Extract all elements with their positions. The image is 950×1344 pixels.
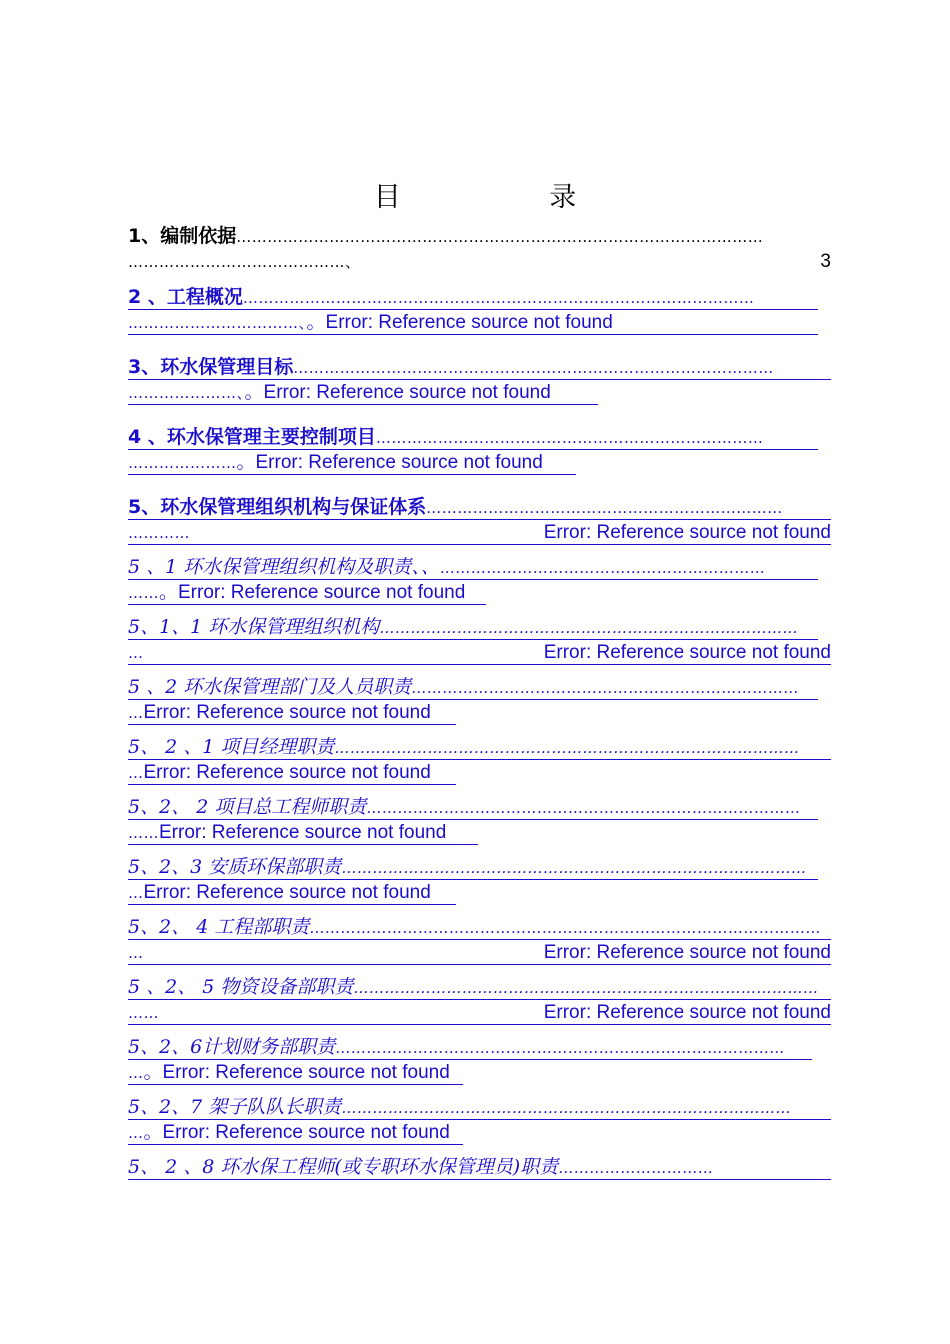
entry-ref-error: Error: Reference source not found bbox=[143, 882, 431, 903]
entry-label: 5 、1 环水保管理组织机构及职责、、 bbox=[128, 556, 440, 578]
toc-entry-5-2-5[interactable] bbox=[128, 975, 831, 1025]
entry-leader-cont: … bbox=[128, 704, 144, 722]
toc-entry-5-2-4[interactable] bbox=[128, 915, 831, 965]
entry-leader-cont: ………… bbox=[128, 524, 190, 542]
entry-ref-error: 。Error: Reference source not found bbox=[236, 452, 543, 473]
toc-entry-5-1[interactable] bbox=[128, 555, 818, 605]
entry-ref-error: Error: Reference source not found bbox=[543, 1002, 831, 1023]
entry-leader-cont: … bbox=[128, 764, 144, 782]
toc-entry-2[interactable] bbox=[128, 285, 818, 335]
entry-ref-error: Error: Reference source not found bbox=[143, 702, 431, 723]
entry-label: 1、编制依据 bbox=[128, 225, 237, 247]
entry-label: 5、2、3 安质环保部职责 bbox=[128, 856, 342, 878]
entry-leader-cont: … bbox=[128, 884, 144, 902]
entry-label: 3、环水保管理目标 bbox=[128, 356, 294, 378]
entry-ref-error: Error: Reference source not found bbox=[543, 942, 831, 963]
entry-leader-cont: … bbox=[128, 1124, 144, 1142]
entry-leader: ……………………………………………………………………………… bbox=[341, 859, 807, 877]
toc-entry-5-2-7[interactable] bbox=[128, 1095, 831, 1145]
entry-ref-error: 。Error: Reference source not found bbox=[244, 382, 551, 403]
toc-entry-5[interactable] bbox=[128, 495, 831, 545]
toc-entry-5-2-6[interactable] bbox=[128, 1035, 812, 1085]
toc-entry-4[interactable] bbox=[128, 425, 818, 475]
entry-leader: …………………………………………………………………………… bbox=[341, 1099, 791, 1117]
entry-leader: ………………………………………………………………………………………… bbox=[236, 228, 764, 246]
entry-ref-error: Error: Reference source not found bbox=[543, 522, 831, 543]
entry-leader-cont: … bbox=[128, 1064, 144, 1082]
entry-label: 5、环水保管理组织机构与保证体系 bbox=[128, 496, 427, 518]
entry-leader-cont: ………………… bbox=[128, 454, 237, 472]
entry-ref-error: 。Error: Reference source not found bbox=[159, 582, 466, 603]
entry-leader: ………………………………………………………………… bbox=[375, 429, 764, 447]
entry-leader-cont: …… bbox=[128, 1004, 159, 1022]
entry-leader-cont: … bbox=[128, 644, 144, 662]
entry-label: 2 、工程概况 bbox=[128, 286, 243, 308]
entry-ref-error: 。Error: Reference source not found bbox=[143, 1122, 450, 1143]
toc-entry-5-2-1[interactable] bbox=[128, 735, 831, 785]
entry-leader: ………………………………………………………………………… bbox=[366, 799, 801, 817]
toc-entry-1[interactable] bbox=[128, 224, 831, 274]
entry-leader-cont: …… bbox=[128, 824, 159, 842]
entry-leader: ………………………………………………………………… bbox=[411, 679, 799, 697]
entry-leader: ………………………… bbox=[558, 1159, 714, 1177]
entry-leader: ………………………………………………………………………………… bbox=[293, 359, 774, 377]
entry-leader-cont: …… bbox=[128, 584, 159, 602]
entry-ref-error: 。Error: Reference source not found bbox=[306, 312, 613, 333]
entry-label: 5、1、1 环水保管理组织机构 bbox=[128, 616, 380, 638]
entry-leader-cont: ……………………………、 bbox=[128, 314, 307, 332]
entry-leader: ……………………………………………………………………………………… bbox=[309, 919, 821, 937]
entry-label: 5、 2 、1 项目经理职责 bbox=[128, 736, 335, 758]
entry-ref-error: Error: Reference source not found bbox=[159, 822, 447, 843]
entry-leader-cont: … bbox=[128, 944, 144, 962]
entry-leader: …………………………………………………………… bbox=[426, 499, 783, 517]
entry-leader: …………………………………………………………………………… bbox=[335, 1039, 785, 1057]
toc-title: 目 录 bbox=[373, 182, 647, 213]
entry-page-number: 3 bbox=[820, 251, 831, 272]
entry-label: 5 、2 环水保管理部门及人员职责 bbox=[128, 676, 412, 698]
entry-ref-error: Error: Reference source not found bbox=[543, 642, 831, 663]
entry-leader: ……………………………………………………… bbox=[439, 559, 766, 577]
entry-label: 5 、2、 5 物资设备部职责 bbox=[128, 976, 354, 998]
entry-ref-error: 。Error: Reference source not found bbox=[143, 1062, 450, 1083]
entry-leader-cont: …………………、 bbox=[128, 384, 245, 402]
toc-entry-3[interactable] bbox=[128, 355, 831, 405]
toc-entry-5-2-8[interactable] bbox=[128, 1155, 831, 1180]
entry-label: 5、 2 、8 环水保工程师(或专职环水保管理员)职责 bbox=[128, 1156, 559, 1178]
entry-ref-error: Error: Reference source not found bbox=[143, 762, 431, 783]
entry-label: 5、2、7 架子队队长职责 bbox=[128, 1096, 342, 1118]
entry-leader: ……………………………………………………………………………………… bbox=[242, 289, 755, 307]
entry-leader: ……………………………………………………………………………… bbox=[353, 979, 819, 997]
entry-label: 4 、环水保管理主要控制项目 bbox=[128, 426, 376, 448]
entry-label: 5、2、 2 项目总工程师职责 bbox=[128, 796, 367, 818]
entry-leader: ……………………………………………………………………………… bbox=[334, 739, 800, 757]
toc-entry-5-2-2[interactable] bbox=[128, 795, 818, 845]
toc-entry-5-2[interactable] bbox=[128, 675, 818, 725]
entry-label: 5、2、6计划财务部职责 bbox=[128, 1036, 336, 1058]
entry-leader: ……………………………………………………………………… bbox=[379, 619, 798, 637]
entry-label: 5、2、 4 工程部职责 bbox=[128, 916, 310, 938]
toc-entry-5-2-3[interactable] bbox=[128, 855, 818, 905]
entry-leader-cont: ……………………………………、 bbox=[128, 253, 361, 271]
toc-entry-5-1-1[interactable] bbox=[128, 615, 831, 665]
